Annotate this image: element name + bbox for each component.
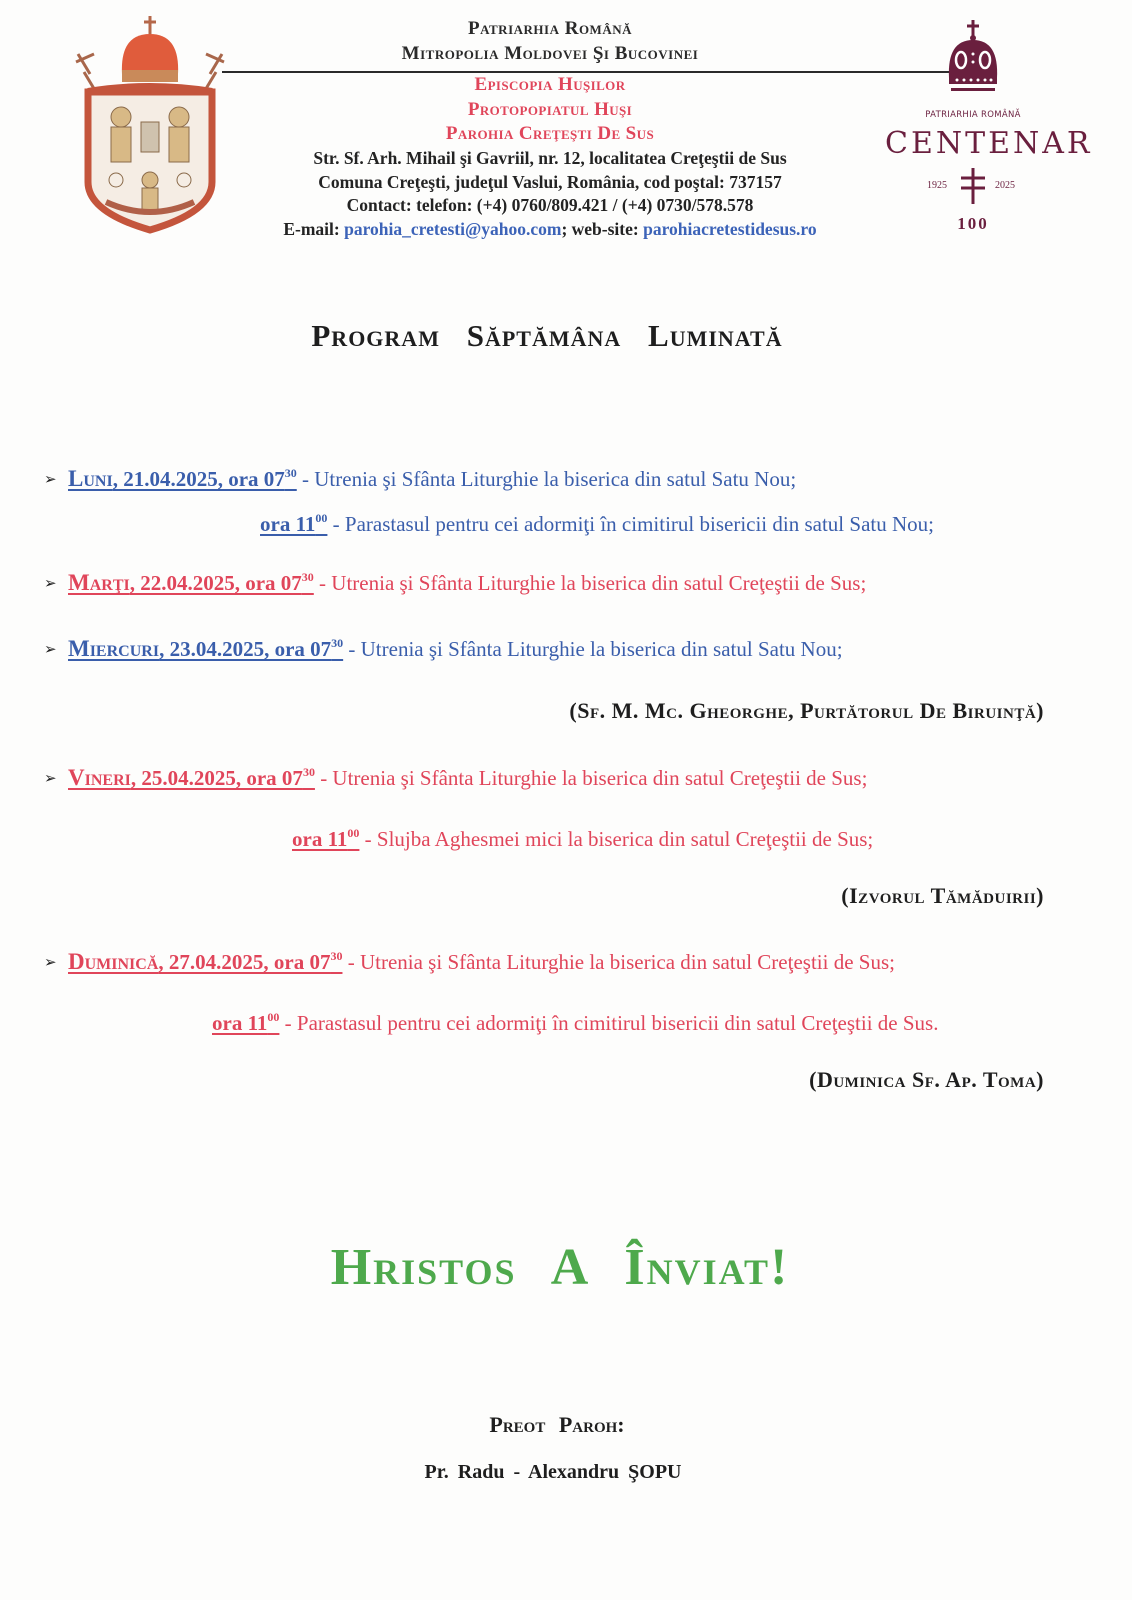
schedule-date-time: Vineri, 25.04.2025, ora $07^{30}$ — [68, 765, 315, 790]
header-metropolis: Mitropolia Moldovei Şi Bucovinei — [401, 43, 699, 64]
header-patriarchate: Patriarhia Română — [467, 18, 632, 39]
schedule-description: - Utrenia şi Sfânta Liturghie la biserica din satul Creţeştii de Sus; — [313, 571, 867, 595]
schedule-description: - Parastasul pentru cei adormiţi în cimitirul bisericii din satul Creţeştii de Sus. — [279, 1011, 939, 1035]
website-link[interactable]: parohiacretestidesus.ro — [643, 218, 817, 239]
feast-saint-george: (Sf. M. Mc. Gheorghe, Purtătorul De Biruinţă) — [569, 698, 1044, 723]
header-deanery: Protopopiatul Huşi — [467, 98, 633, 120]
schedule-entry-wednesday — [44, 635, 843, 664]
centenar-logo — [885, 18, 1093, 238]
arrow-bullet-icon: ➢ — [44, 576, 57, 592]
schedule-date-time: Miercuri, 23.04.2025, ora $07^{30}$ — [68, 636, 344, 661]
episcopal-crest-logo — [66, 12, 234, 240]
feast-thomas-sunday: (Duminica Sf. Ap. Toma) — [809, 1067, 1044, 1092]
schedule-entry-sunday — [44, 948, 895, 977]
arrow-bullet-icon: ➢ — [44, 955, 57, 971]
schedule-entry-friday-2 — [292, 825, 873, 853]
schedule-description: - Utrenia şi Sfânta Liturghie la biserica din satul Satu Nou; — [343, 637, 843, 661]
schedule-entry-sunday-2 — [212, 1009, 938, 1037]
feast-life-giving-spring: (Izvorul Tămăduirii) — [841, 883, 1044, 908]
centenar-year-end: 2025 — [995, 180, 1015, 191]
schedule-entry-tuesday — [44, 569, 866, 598]
schedule-time: ora $11^{00}$ — [212, 1010, 280, 1035]
arrow-bullet-icon: ➢ — [44, 771, 57, 787]
centenar-patriarchate-label: PATRIARHIA ROMÂNĂ — [925, 110, 1021, 120]
email-label: E-mail: — [283, 218, 345, 239]
address-street: Str. Sf. Arh. Mihail şi Gavriil, nr. 12, localitatea Creţeştii de Sus — [313, 148, 787, 168]
contact-online — [220, 218, 880, 242]
schedule-date-time: Duminică, 27.04.2025, ora $07^{30}$ — [68, 949, 343, 974]
header-diocese-block — [220, 73, 880, 147]
header-diocese: Episcopia Huşilor — [474, 74, 626, 95]
orthodox-cross-icon — [959, 168, 987, 204]
schedule-description: - Utrenia şi Sfânta Liturghie la biserica din satul Creţeştii de Sus; — [314, 766, 868, 790]
centenar-title: CENTENAR — [885, 126, 1093, 161]
arrow-bullet-icon: ➢ — [44, 642, 57, 658]
website-label: ; web-site: — [561, 218, 644, 239]
header-parish: Parohia Creţeşti De Sus — [445, 123, 655, 144]
schedule-description: - Parastasul pentru cei adormiţi în cimitirul bisericii din satul Satu Nou; — [327, 512, 934, 536]
schedule-description: - Utrenia şi Sfânta Liturghie la biserica din satul Satu Nou; — [296, 467, 797, 491]
address-commune: Comuna Creţeşti, judeţul Vaslui, România, cod poştal: 737157 — [318, 171, 782, 192]
header-address-block — [220, 147, 880, 241]
schedule-date-time: Luni, 21.04.2025, ora $07^{30}$ — [68, 466, 297, 491]
schedule-entry-monday-2 — [260, 510, 934, 538]
signature-name: Pr. Radu - Alexandru ŞOPU — [424, 1461, 682, 1483]
schedule-entry-monday — [44, 465, 796, 494]
schedule-description: - Slujba Aghesmei mici la biserica din satul Creţeştii de Sus; — [359, 827, 874, 851]
signature-role: Preot Paroh: — [489, 1412, 625, 1437]
centenar-number: 100 — [957, 214, 989, 233]
mitre-crown-icon — [122, 16, 178, 82]
schedule-date-time: Marţi, 22.04.2025, ora $07^{30}$ — [68, 570, 314, 595]
easter-greeting: Hristos A Înviat! — [330, 1239, 790, 1296]
contact-phones: Contact: telefon: (+4) 0760/809.421 / (+4) 0730/578.578 — [346, 195, 754, 215]
header-institution — [220, 16, 880, 66]
schedule-time: ora $11^{00}$ — [260, 511, 328, 536]
arrow-bullet-icon: ➢ — [44, 472, 57, 488]
email-link[interactable]: parohia_cretesti@yahoo.com — [344, 218, 562, 239]
schedule-description: - Utrenia şi Sfânta Liturghie la biserica din satul Creţeştii de Sus; — [342, 950, 895, 974]
schedule-time: ora $11^{00}$ — [292, 826, 360, 851]
centenar-year-start: 1925 — [927, 180, 947, 191]
page-title: Program Săptămâna Luminată — [311, 318, 783, 353]
patriarchal-crown-icon — [945, 18, 1001, 98]
schedule-entry-friday — [44, 764, 867, 793]
